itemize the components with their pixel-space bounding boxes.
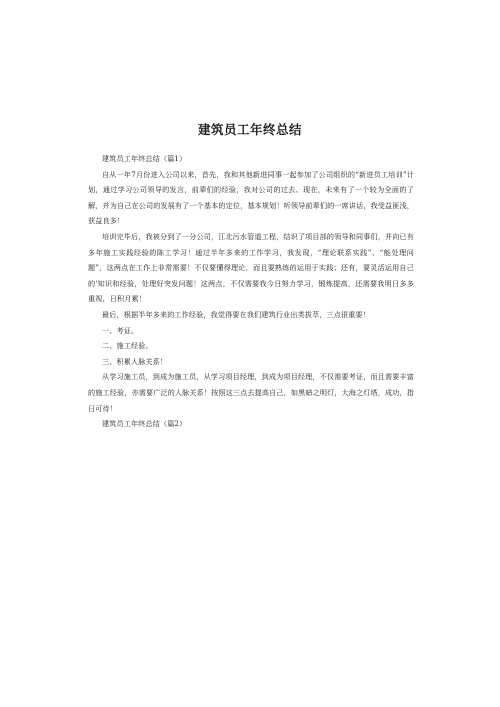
paragraph-2: 培训完毕后，我被分到了一分公司，江北污水管道工程，结识了项目部的领导和同事们，并向已有多年施工实践经验的陈工学习！通过半年多来的工作学习，我发现，“理论联系实践”、“能处理问题”，这两点在工作上非常需要！不仅要懂得理论，而且要熟练的运用于实践；还有，要灵活运用自己的'知识和经验，处理好突发问题！这两点，不仅需要我今日努力学习，锻炼提高，还需要我明日多多重视，日积月累！ [88,231,414,304]
list-item-2: 二、施工经验。 [102,341,153,351]
document-title: 建筑员工年终总结 [197,122,302,137]
paragraph-4: 从学习施工员，到成为施工员，从学习项目经理，到成为项目经理，不仅需要考证，而且需要丰富的施工经验，亦需要广泛的人脉关系！按照这三点去提高自己，如黑暗之明灯，大海之灯塔，成功，指日可待！ [88,372,414,413]
section-heading-2: 建筑员工年终总结（篇2） [102,419,187,429]
list-item-1: 一、考证。 [102,325,139,335]
paragraph-3: 最后，根据半年多来的工作经验，我觉得要在我们建筑行业出类拔萃，三点很重要！ [102,309,371,319]
section-heading-1: 建筑员工年终总结（篇1） [102,154,187,163]
paragraph-1: 自从一年7月份进入公司以来，首先，我和其他新进同事一起参加了公司组织的“新进员工培训”计划，通过学习公司领导的发言，前辈们的经验，我对公司的过去、现在，未来有了一个较为全面的了解，并为自己在公司的发展有了一个基本的定位，基本规划！听领导前辈们的一席讲话，我受益匪浅，获益良多！ [88,169,414,226]
document-body [88,151,414,432]
list-item-3: 三、积累人脉关系！ [102,356,168,366]
